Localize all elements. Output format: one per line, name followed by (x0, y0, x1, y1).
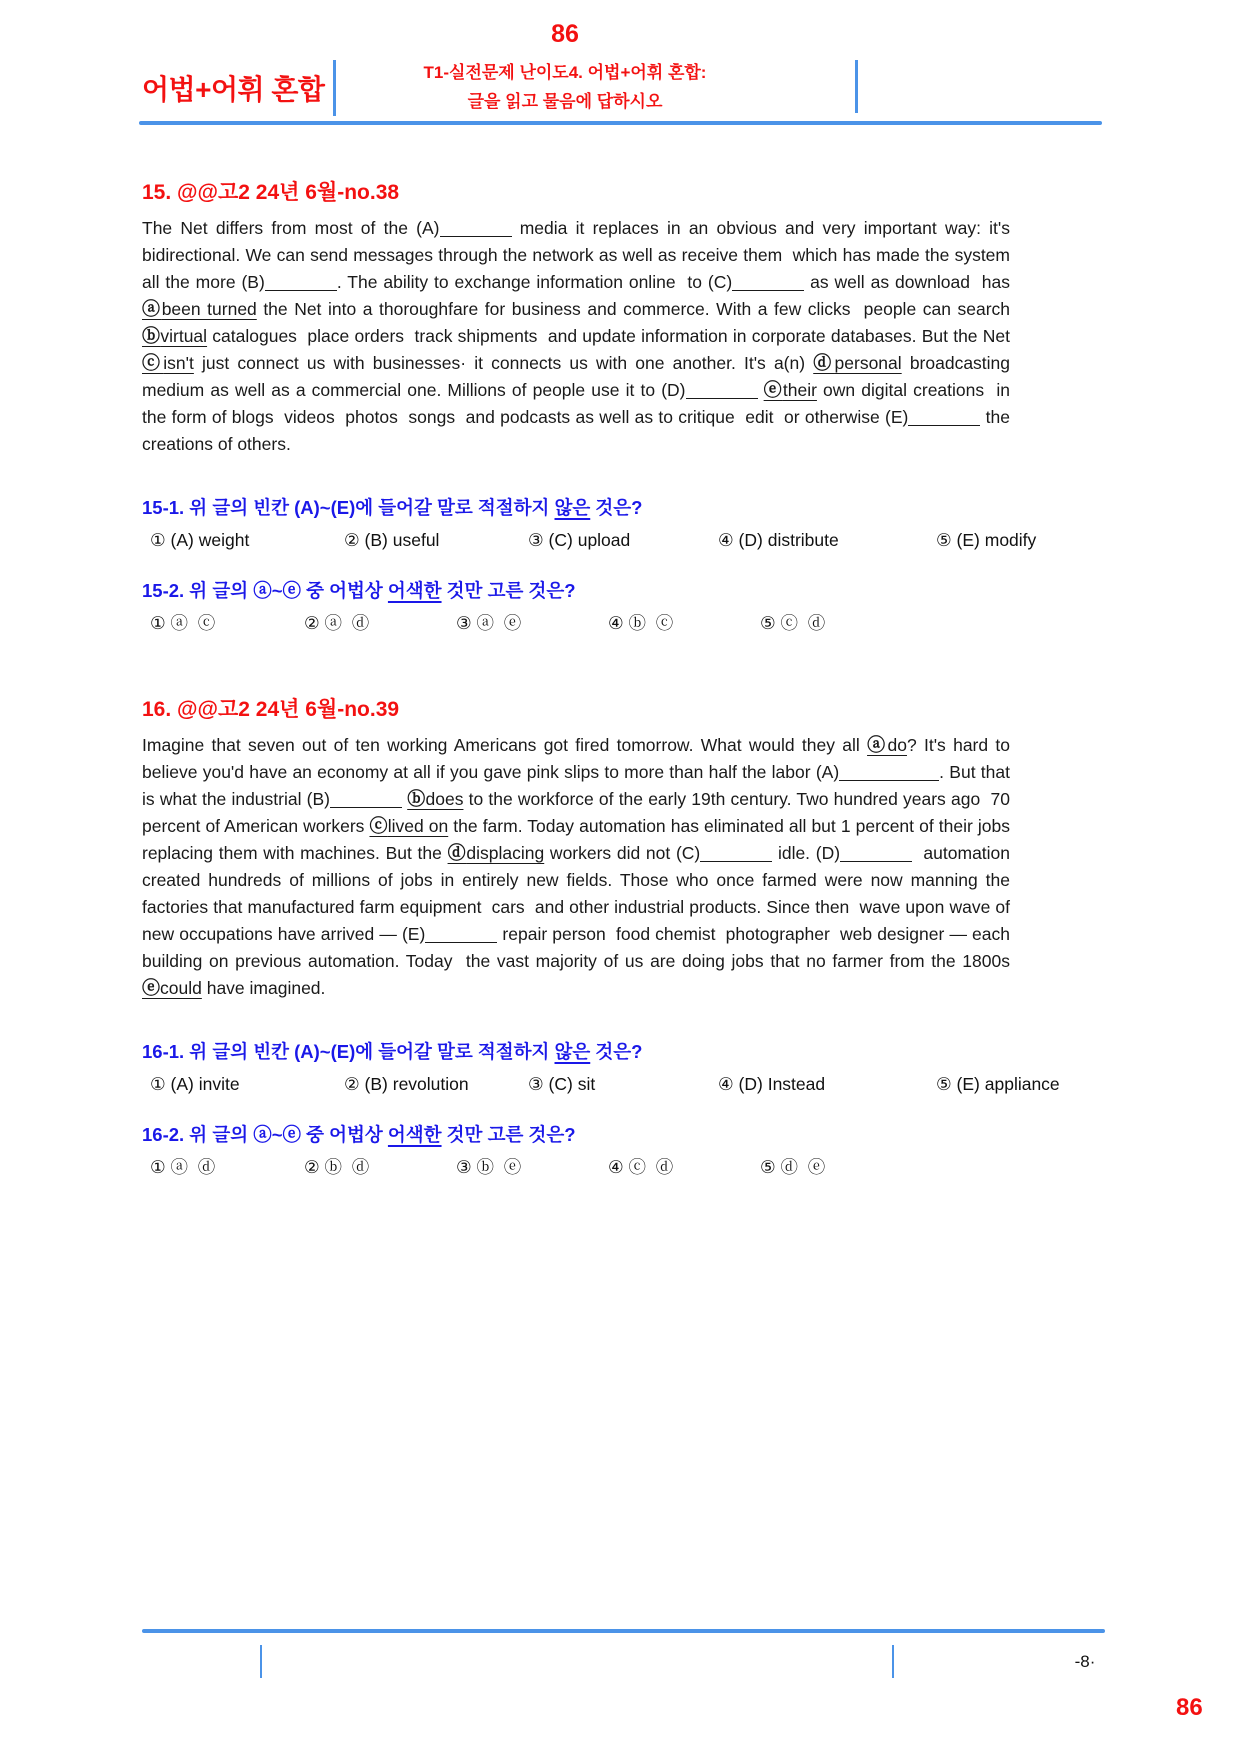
answer-option: ③ ⓐ ⓔ (456, 613, 522, 633)
underlined-choice-word: ⓓdisplacing (447, 843, 545, 863)
worksheet-body (142, 125, 1060, 1178)
section-title: 15. @@고2 24년 6월-no.38 (142, 181, 400, 204)
blank-line (840, 844, 912, 862)
question-title: 15-1. 위 글의 빈칸 (A)~(E)에 들어갈 말로 적절하지 않은 것은? (142, 497, 643, 518)
answer-option: ③ (C) upload (528, 530, 631, 550)
passage-text: The Net differs from most of the (A) media it replaces in an obvious and very important way: it's bidirectional. We can send messages through the network as well as receive them which has made the system all the more (B) . The ability to exchange information online to (C) as well as download has ⓐbeen turned the Net into a thoroughfare for business and commerce. With a few clicks people can search ⓑvirtual catalogues place orders track shipments and update information in corporate databases. But the Net ⓒisn't just connect us with businesses· it connects us with one another. It's a(n) ⓓpersonal broadcasting medium as well as a commercial one. Millions of people use it to (D) ⓔtheir own digital creations in the form of blogs videos photos songs and podcasts as well as to critique edit or otherwise (E) the creations of others. (142, 218, 1015, 454)
circled-letter: ⓐ (867, 735, 888, 755)
answer-option: ⑤ ⓓ ⓔ (760, 1157, 826, 1177)
answer-option: ③ (C) sit (528, 1074, 596, 1094)
answer-option: ② (B) revolution (344, 1074, 469, 1094)
answer-option: ① ⓐ ⓒ (150, 613, 216, 633)
page-number-bottom: 86 (1176, 1694, 1203, 1721)
underlined-choice-word: ⓑdoes (407, 789, 464, 809)
footer-page-number: -8· (1074, 1652, 1096, 1671)
underlined-choice-word: ⓐbeen turned (142, 299, 257, 319)
answer-option: ② (B) useful (344, 530, 440, 550)
fill-in-blank: (E) (402, 924, 497, 944)
footer-divider-bar-left (260, 1645, 262, 1678)
question-section (142, 698, 1060, 1178)
underlined-choice-word: ⓓpersonal (813, 353, 902, 373)
section-title: 16. @@고2 24년 6월-no.39 (142, 698, 400, 721)
blank-line (908, 408, 980, 426)
answer-option: ⑤ (E) appliance (936, 1074, 1060, 1094)
answer-option: ① (A) invite (150, 1074, 240, 1094)
header-divider-bar-right (855, 60, 858, 113)
answer-options (142, 1073, 1110, 1095)
fill-in-blank: (E) (885, 407, 980, 427)
question-title: 16-1. 위 글의 빈칸 (A)~(E)에 들어갈 말로 적절하지 않은 것은? (142, 1041, 643, 1062)
sub-question (142, 1124, 1010, 1178)
circled-letter: ⓔ (142, 978, 160, 998)
answer-option: ④ ⓒ ⓓ (608, 1157, 674, 1177)
footer-divider-bar-right (892, 1645, 894, 1678)
page-number-top: 86 (551, 20, 579, 48)
answer-option: ① (A) weight (150, 530, 250, 550)
answer-option: ② ⓐ ⓓ (304, 613, 370, 633)
blank-line (265, 273, 337, 291)
fill-in-blank: (A) (816, 762, 939, 782)
circled-letter: ⓔ (763, 380, 783, 400)
sub-question (142, 497, 1037, 551)
sub-questions (142, 1041, 1060, 1178)
sub-question (142, 580, 1010, 634)
question-title: 16-2. 위 글의 ⓐ~ⓔ 중 어법상 어색한 것만 고른 것은? (142, 1124, 576, 1145)
circled-letter: ⓓ (447, 843, 467, 863)
fill-in-blank: (B) (241, 272, 336, 292)
answer-option: ④ (D) distribute (718, 530, 839, 550)
fill-in-blank: (B) (307, 789, 402, 809)
blank-line (686, 381, 758, 399)
question-section (142, 181, 1037, 634)
header-divider-bar-left (333, 60, 336, 116)
sub-questions (142, 497, 1037, 634)
underlined-choice-word: ⓒlived on (369, 816, 449, 836)
underlined-choice-word: ⓐdo (867, 735, 907, 755)
fill-in-blank: (C) (708, 272, 804, 292)
fill-in-blank: (D) (661, 380, 757, 400)
answer-options (142, 612, 990, 634)
question-title: 15-2. 위 글의 ⓐ~ⓔ 중 어법상 어색한 것만 고른 것은? (142, 580, 576, 601)
answer-option: ⑤ ⓒ ⓓ (760, 613, 826, 633)
circled-letter: ⓑ (407, 789, 426, 809)
circled-letter: ⓒ (369, 816, 388, 836)
worksheet-subtitle (365, 58, 765, 116)
blank-line (440, 219, 512, 237)
fill-in-blank: (C) (676, 843, 772, 863)
answer-options (142, 1156, 990, 1178)
underlined-choice-word: ⓒisn't (142, 353, 194, 373)
answer-option: ④ ⓑ ⓒ (608, 613, 674, 633)
blank-line (839, 763, 939, 781)
circled-letter: ⓒ (142, 353, 164, 373)
worksheet-subtitle-line1: T1-실전문제 난이도4. 어법+어휘 혼합: (423, 63, 707, 82)
blank-line (732, 273, 804, 291)
footer-rule (142, 1629, 1105, 1633)
fill-in-blank: (D) (816, 843, 912, 863)
underlined-choice-word: ⓑvirtual (142, 326, 208, 346)
worksheet-subtitle-line2: 글을 읽고 물음에 답하시오 (467, 92, 663, 111)
worksheet-category-title: 어법+어휘 혼합 (142, 74, 325, 105)
blank-line (330, 790, 402, 808)
answer-option: ⑤ (E) modify (936, 530, 1037, 550)
answer-option: ① ⓐ ⓓ (150, 1157, 216, 1177)
underlined-choice-word: ⓔcould (142, 978, 202, 998)
answer-option: ② ⓑ ⓓ (304, 1157, 370, 1177)
circled-letter: ⓐ (142, 299, 162, 319)
circled-letter: ⓑ (142, 326, 161, 346)
answer-option: ④ (D) Instead (718, 1074, 826, 1094)
blank-line (700, 844, 772, 862)
answer-options (142, 529, 1110, 551)
answer-option: ③ ⓑ ⓔ (456, 1157, 522, 1177)
fill-in-blank: (A) (416, 218, 511, 238)
passage-text: Imagine that seven out of ten working Americans got fired tomorrow. What would they all ⓐdo? It's hard to believe you'd have an economy at all if you gave pink slips to more than half the labor (A) . But that is what the industrial (B) ⓑdoes to the workforce of the early 19th century. Two hundred years ago 70 percent of American workers ⓒlived on the farm. Today automation has eliminated all but 1 percent of their jobs replacing them with machines. But the ⓓdisplacing workers did not (C) idle. (D) automation created hundreds of millions of jobs in entirely new fields. Those who once farmed were now manning the factories that manufactured farm equipment cars and other industrial products. Since then wave upon wave of new occupations have arrived — (E) repair person food chemist photographer web designer — each building on previous automation. Today the vast majority of us are doing jobs that no farmer from the 1800s ⓔcould have imagined. (142, 735, 1020, 998)
blank-line (425, 925, 497, 943)
underlined-choice-word: ⓔtheir (763, 380, 817, 400)
circled-letter: ⓓ (813, 353, 835, 373)
sub-question (142, 1041, 1060, 1095)
